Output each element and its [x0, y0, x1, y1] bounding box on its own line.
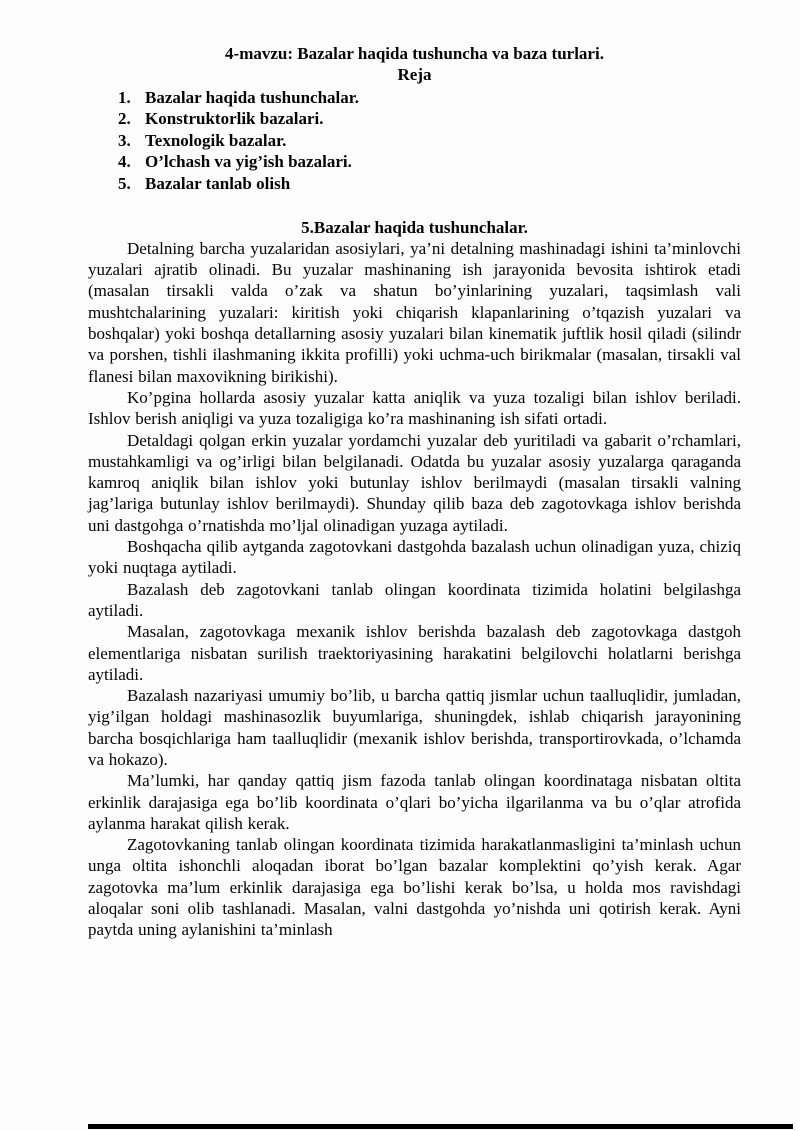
section-heading: 5.Bazalar haqida tushunchalar.: [301, 217, 528, 237]
plan-list: [88, 87, 741, 195]
footer-line: [88, 1124, 793, 1129]
plan-item-label: O’lchash va yig’ish bazalari.: [145, 152, 352, 172]
paragraph: Detaldagi qolgan erkin yuzalar yordamchi yuzalar deb yuritiladi va gabarit o’rchamlari, mustahkamligi va og’irligi bilan belgilanadi. Odatda bu yuzalar asosiy yuzalarga qaraganda kamroq aniqlik bilan ishlov yoki butunlay ishlov berilmaydi (masalan tirsakli valning jag’lariga butunlay ishlov berilmaydi). Shunday qilib baza deb zagotovkaga ishlov berishda uni dastgohga o’rnatishda mo’ljal olinadigan yuzaga aytiladi.: [88, 430, 741, 535]
plan-item-label: Bazalar tanlab olish: [145, 173, 291, 193]
paragraph: Bazalash deb zagotovkani tanlab olingan koordinata tizimida holatini belgilashga aytiladi.: [88, 579, 741, 620]
plan-list-item: [118, 130, 741, 152]
plan-item-number: 1.: [118, 87, 131, 107]
plan-item-label: Konstruktorlik bazalari.: [145, 109, 324, 129]
plan-list-item: [118, 151, 741, 173]
paragraph: Detalning barcha yuzalaridan asosiylari, ya’ni detalning mashinadagi ishini ta’minlovchi yuzalari ajratib olinadi. Bu yuzalar mashinaning ish jarayonida bevosita ishtirok etadi (masalan tirsakli valda o’zak va shatun bo’yinlarining yuzalari, taqsimlash vali mushtchalarining yuzalari: kiritish yoki chiqarish klapanlarining o’tqazish yuzalari va boshqalar) yoki boshqa detallarning asosiy yuzalari bilan kinematik juftlik hosil qiladi (silindr va porshen, tishli ilashmaning ikkita profilli) yoki uchma-uch birikmalar (masalan, tirsakli val flanesi bilan maxovikning birikishi).: [88, 238, 741, 386]
plan-item-label: Bazalar haqida tushunchalar.: [145, 87, 359, 107]
plan-item-number: 4.: [118, 152, 131, 172]
document-body: [88, 238, 741, 941]
paragraph: Ko’pgina hollarda asosiy yuzalar katta aniqlik va yuza tozaligi bilan ishlov beriladi. Ishlov berish aniqligi va yuza tozaligiga ko’ra mashinaning ish sifati ortadi.: [88, 387, 741, 429]
document-title: 4-mavzu: Bazalar haqida tushuncha va baza turlari.: [225, 44, 604, 63]
paragraph: Masalan, zagotovkaga mexanik ishlov berishda bazalash deb zagotovkaga dastgoh elementlariga nisbatan surilish traektoriyasining harakatini belgilovchi holatlarni berishga aytiladi.: [88, 622, 741, 684]
plan-item-number: 2.: [118, 109, 131, 129]
plan-item-number: 3.: [118, 130, 131, 150]
paragraph: Boshqacha qilib aytganda zagotovkani dastgohda bazalash uchun olinadigan yuza, chiziq yoki nuqtaga aytiladi.: [88, 537, 741, 578]
plan-item-label: Texnologik bazalar.: [145, 130, 287, 150]
paragraph: Ma’lumki, har qanday qattiq jism fazoda tanlab olingan koordinataga nisbatan oltita erkinlik darajasiga ega bo’lib koordinata o’qlari bo’yicha ilgarilanma va bu o’qlar atrofida aylanma harakat qilish kerak.: [88, 771, 741, 833]
paragraph: Zagotovkaning tanlab olingan koordinata tizimida harakatlanmasligini ta’minlash uchun unga oltita ishonchli aloqadan iborat bo’lgan bazalar komplektini qo’yish kerak. Agar zagotovka ma’lum erkinlik darajasiga ega bo’lishi kerak bo’lsa, u holda mos ravishdagi aloqalar soni olib tashlanadi. Masalan, valni dastgohda yo’nishda uni qotirish kerak. Ayni paytda uning aylanishini ta’minlash: [88, 835, 741, 940]
plan-list-item: [118, 173, 741, 195]
plan-list-item: [118, 87, 741, 109]
plan-item-number: 5.: [118, 173, 131, 193]
paragraph: Bazalash nazariyasi umumiy bo’lib, u barcha qattiq jismlar uchun taalluqlidir, jumladan, yig’ilgan holdagi mashinasozlik buyumlariga, shuningdek, ishlab chiqarish jarayonining barcha bosqichlariga ham taalluqlidir (mexanik ishlov berishda, transportirovkada, o’lchamda va hokazo).: [88, 686, 741, 769]
plan-heading: Reja: [397, 65, 432, 85]
plan-list-item: [118, 108, 741, 130]
